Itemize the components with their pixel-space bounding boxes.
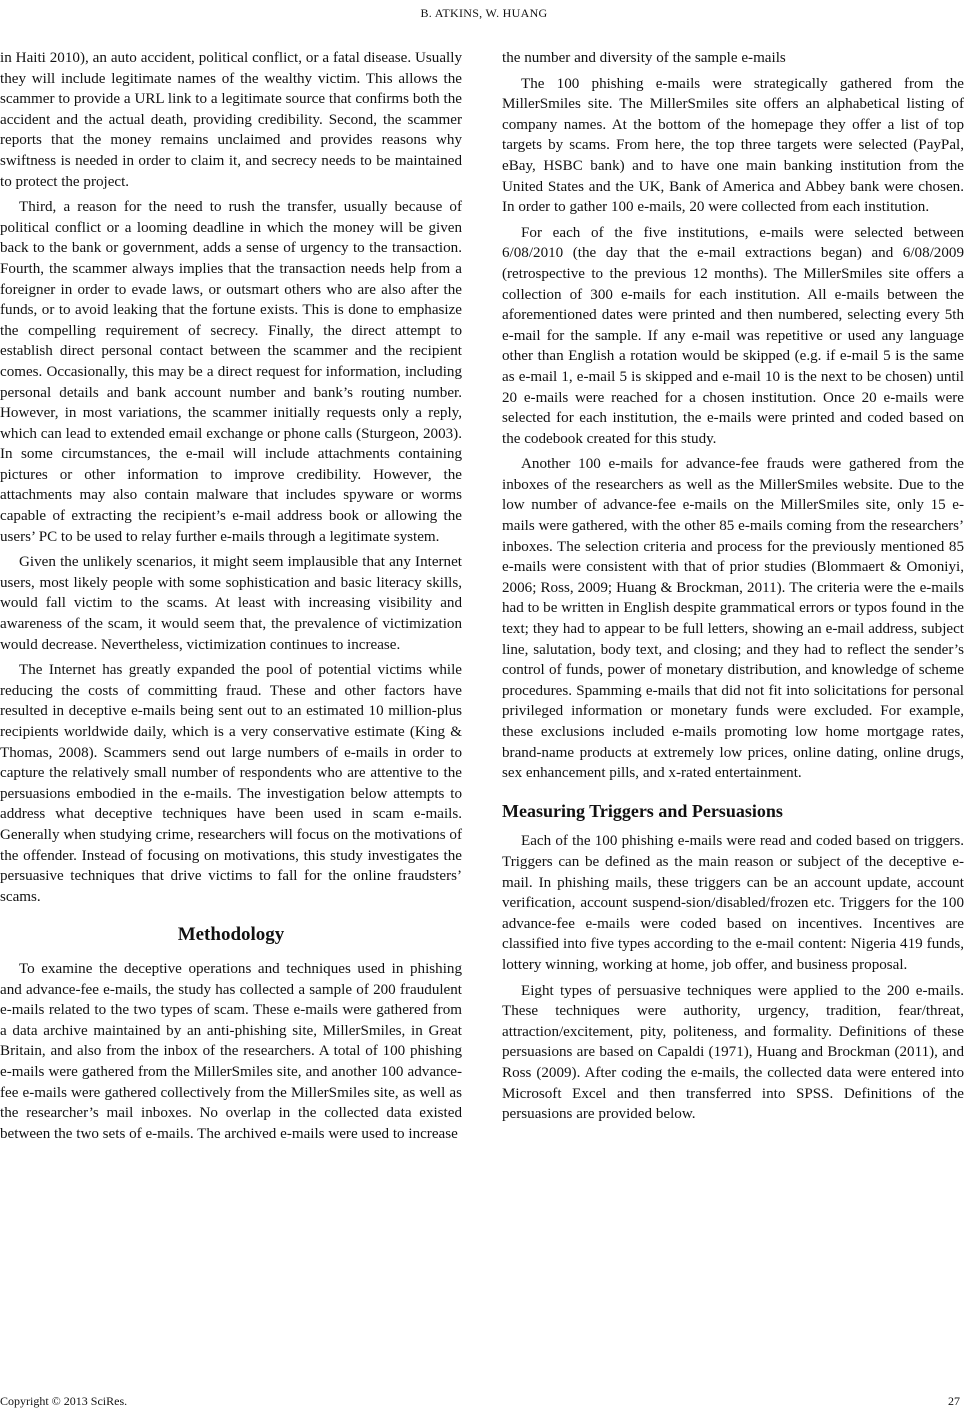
section-heading-triggers: Measuring Triggers and Persuasions bbox=[502, 800, 783, 821]
page-number: 27 bbox=[948, 1394, 960, 1408]
paragraph: The Internet has greatly expanded the pool of potential victims while reducing the costs of committing fraud. These and other factors have resulted in deceptive e-mails being sent out to an estimated 10 million-plus recipients worldwide daily, which is a very conservative estimate (King & Thomas, 2008). Scammers send out large numbers of e-mails in order to capture the relatively small number of respondents who are attentive to the persuasions embodied in the e-mails. The investigation below attempts to address what deceptive techniques have been used in scam e-mails. Generally when studying crime, researchers will focus on the motivations of the offender. Instead of focusing on motivations, this study investigates the persuasive techniques that drive victims to fall for the online fraudsters’ scams. bbox=[0, 662, 462, 905]
running-header: B. ATKINS, W. HUANG bbox=[420, 6, 548, 20]
paragraph: The 100 phishing e-mails were strategically gathered from the MillerSmiles site. The MillerSmiles site offers an alphabetical listing of company names. At the bottom of the homepage they offer a list of top targets by scams. From here, the top three targets were selected (PayPal, eBay, HSBC bank) and to have one main banking institution from the United States and the UK, Bank of America and Abbey bank were chosen. In order to gather 100 e-mails, 20 were collected from each institution. bbox=[502, 75, 964, 216]
paragraph: To examine the deceptive operations and techniques used in phishing and advance-fee e-mails, the study has collected a sample of 200 fraudulent e-mails related to the two types of scam. These e-mails were gathered from a data archive maintained by an anti-phishing site, MillerSmiles, in Great Britain, and also from the inbox of the researchers. A total of 100 phishing e-mails were gathered from the MillerSmiles site, and another 100 advance-fee e-mails were gathered collectively from the MillerSmiles site, as well as the researcher’s mail inboxes. No overlap in the collected data existed between the two sets of e-mails. The archived e-mails were used to increase bbox=[0, 960, 462, 1142]
paragraph: Eight types of persuasive techniques were applied to the 200 e-mails. These techniques were authority, urgency, tradition, fear/threat, attraction/excitement, pity, politeness, and formality. Definitions of these persuasions are based on Capaldi (1971), Huang and Brockman (2011), and Ross (2009). After coding the e-mails, the collected data were entered into Microsoft Excel and then transferred into SPSS. Definitions of the persuasions are provided below. bbox=[502, 982, 964, 1123]
paragraph: the number and diversity of the sample e-mails bbox=[502, 50, 786, 66]
copyright-notice: Copyright © 2013 SciRes. bbox=[0, 1394, 128, 1408]
paragraph: in Haiti 2010), an auto accident, political conflict, or a fatal disease. Usually they will include legitimate names of the wealthy victim. This allows the scammer to provide a URL link to a legitimate source that confirms both the accident and the actual death, providing credibility. Second, the scammer reports that the money remains unclaimed and provides reasons why swiftness is needed in order to claim it, and secrecy needs to be maintained to protect the project. bbox=[0, 50, 462, 190]
paragraph: Given the unlikely scenarios, it might seem implausible that any Internet users, most likely people with some sophistication and basic literacy skills, would fall victim to the scams. At least with increasing visibility and awareness of the scam, it would seem that, the prevalence of victimization would decrease. Nevertheless, victimization continues to increase. bbox=[0, 554, 462, 653]
paragraph: For each of the five institutions, e-mails were selected between 6/08/2010 (the day that the e-mail extractions began) and 6/08/2009 (retrospective to the previous 12 months). The MillerSmiles site offers a collection of 300 e-mails for each institution. All e-mails between the aforementioned dates were printed and then numbered, selecting every 5th e-mail for the sample. If any e-mail was repetitive or used any language other than English a rotation would be skipped (e.g. if e-mail 5 is the same as e-mail 1, e-mail 5 is skipped and e-mail 10 is the next to be chosen) until 20 e-mails were reached for a chosen institution. Once 20 e-mails were selected for each institution, the e-mails were printed and coded based on the codebook created for this study. bbox=[502, 224, 964, 447]
paragraph: Another 100 e-mails for advance-fee frauds were gathered from the inboxes of the researchers as well as the MillerSmiles website. Due to the low number of advance-fee e-mails on the MillerSmiles site, only 15 e-mails were gathered, with the other 85 e-mails coming from the researchers’ inboxes. The selection criteria and process for the previously mentioned 85 e-mails were consistent with that of prior studies (Blommaert & Omoniyi, 2006; Ross, 2009; Huang & Brockman, 2011). The criteria were the e-mails had to be written in English despite grammatical errors or typos found in the text; they had to appear to be full letters, showing an e-mail address, subject line, salutation, body text, and closing; and they had to reflect the sender’s control of funds, power of monetary distribution, and knowledge of scheme procedures. Spamming e-mails that did not fit into solicitations for personal privileged information or monetary funds were excluded. For example, these exclusions included e-mails promoting low home mortgage rates, brand-name products at extremely low prices, online dating, online drugs, sex enhancement pills, and x-rated entertainment. bbox=[502, 456, 964, 782]
left-column bbox=[0, 48, 462, 1149]
paragraph: Each of the 100 phishing e-mails were read and coded based on triggers. Triggers can be defined as the main reason or subject of the deceptive e-mail. In phishing mails, these triggers can be an account update, account verification, account suspend-sion/disabled/frozen etc. Triggers for the 100 advance-fee e-mails were coded based on incentives. Incentives are classified into five types according to the e-mail content: Nigeria 419 funds, lottery winning, working at home, job offer, and business proposal. bbox=[502, 833, 964, 973]
right-column bbox=[502, 48, 964, 1130]
paragraph: Third, a reason for the need to rush the transfer, usually because of political conflict or a looming deadline in which the money will be given back to the bank or government, adds a sense of urgency to the transaction. Fourth, the scammer always implies that the transaction needs help from a foreigner in order to evade laws, or outsmart others who are also after the funds, or to avoid leaking that the fortune exists. This is done to emphasize the compelling requirement of secrecy. Finally, the direct attempt to establish direct personal contact between the scammer and the recipient comes. Occasionally, this may be a direct request for information, including personal details and bank account number and bank’s routing number. However, in most variations, the scammer initially requests only a reply, which can lead to extended email exchange or phone calls (Sturgeon, 2003). In some circumstances, the e-mail will include attachments containing pictures or other information to improve credibility. However, the attachments may also contain malware that includes spyware or worms capable of extracting the recipient’s e-mail address book or allowing the users’ PC to be used to relay further e-mails through a legitimate system. bbox=[0, 199, 462, 545]
section-heading-methodology: Methodology bbox=[177, 924, 285, 946]
